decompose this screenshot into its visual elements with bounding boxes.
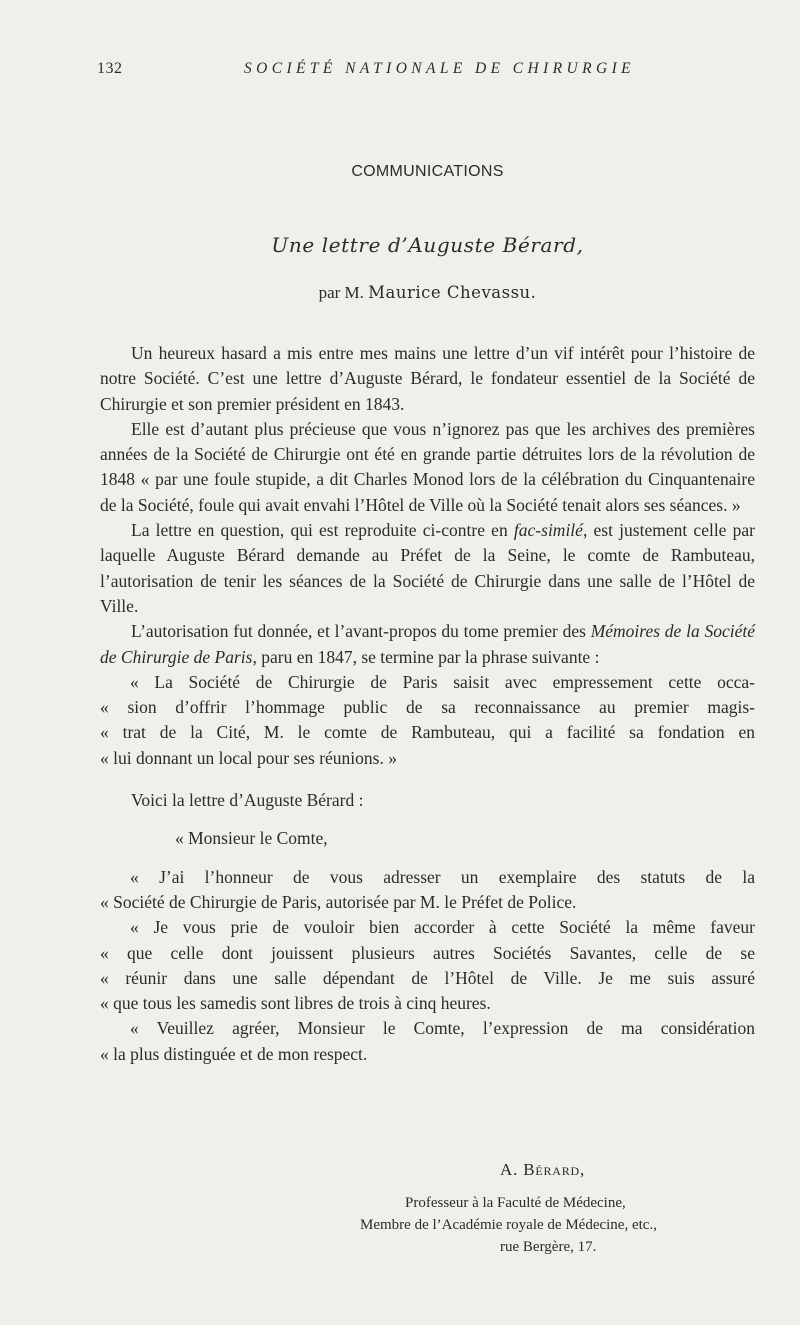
letter-line: « Société de Chirurgie de Paris, autorisée par M. le Préfet de Police.: [100, 891, 577, 912]
article-title: Une lettre d’Auguste Bérard,: [271, 233, 584, 257]
letter-text: [100, 865, 755, 1067]
quote-line: « lui donnant un local pour ses réunions. »: [100, 747, 397, 768]
letter-line: « réunir dans une salle dépendant de l’Hôtel de Ville. Je me suis assuré: [100, 967, 755, 988]
facsimile-term: fac-similé: [513, 520, 583, 541]
page-number: 132: [97, 60, 123, 77]
quote-line: « trat de la Cité, M. le comte de Rambuteau, qui a facilité sa fondation en: [100, 722, 755, 743]
paragraph-facsimile-part1: La lettre en question, qui est reproduite ci-contre en: [131, 520, 514, 541]
paragraph-facsimile-part2: , est justement celle par laquelle Auguste Bérard demande au Préfet de la Seine, le comte de Rambuteau, l’autorisation de tenir les séances de la Société de Chirurgie dans une salle de l’Hôtel de Ville.: [100, 520, 756, 616]
letter-line: « la plus distinguée et de mon respect.: [100, 1043, 368, 1064]
spacer: [100, 771, 755, 788]
memoires-quote: [100, 670, 755, 771]
letter-line: « J’ai l’honneur de vous adresser un exemplaire des statuts de la: [130, 866, 755, 887]
signature-initial: A.: [500, 1160, 519, 1179]
signature-surname: Bérard,: [523, 1160, 586, 1179]
paragraph-letter-intro: Voici la lettre d’Auguste Bérard :: [131, 790, 364, 811]
paragraph-authorization: [100, 619, 755, 670]
spacer: [100, 813, 755, 826]
letter-line: « que celle dont jouissent plusieurs autres Sociétés Savantes, celle de se: [100, 942, 755, 963]
journal-title: SOCIÉTÉ NATIONALE DE CHIRURGIE: [244, 60, 636, 77]
quote-line: « La Société de Chirurgie de Paris saisit avec empressement cette occa-: [130, 671, 755, 692]
signature-title-line: Membre de l’Académie royale de Médecine, etc.,: [360, 1217, 657, 1233]
section-heading: COMMUNICATIONS: [351, 163, 504, 180]
article-body: [100, 341, 755, 1067]
letter-line: « Je vous prie de vouloir bien accorder à cette Société la même faveur: [130, 917, 755, 938]
paragraph-authorization-part2: , paru en 1847, se termine par la phrase suivante :: [252, 646, 600, 667]
letter-salutation: « Monsieur le Comte,: [175, 828, 328, 849]
spacer: [100, 852, 755, 865]
paragraph-archives: Elle est d’autant plus précieuse que vous n’ignorez pas que les archives des premières années de la Société de Chirurgie ont été en grande partie détruites lors de la révolution de 1848 « par une foule stupide, a dit Charles Monod lors de la célébration du Cinquantenaire de la Société, foule qui avait envahi l’Hôtel de Ville où la Société tenait alors ses séances. »: [100, 418, 755, 515]
author-name: Maurice Chevassu.: [368, 283, 537, 302]
quote-line: « sion d’offrir l’hommage public de sa reconnaissance au premier magis-: [100, 697, 755, 718]
memoires-title: Mémoires de la Société de Chirurgie de Paris: [100, 621, 755, 667]
paragraph-intro: Un heureux hasard a mis entre mes mains une lettre d’un vif intérêt pour l’histoire de notre Société. C’est une lettre d’Auguste Bérard, le fondateur essentiel de la Société de Chirurgie et son premier président en 1843.: [100, 343, 755, 414]
signature-name: [500, 1160, 585, 1180]
running-head: [97, 60, 755, 84]
letter-line: « Veuillez agréer, Monsieur le Comte, l’expression de ma considération: [130, 1018, 755, 1039]
signature-title-line: Professeur à la Faculté de Médecine,: [405, 1195, 626, 1211]
byline-prefix: par M.: [318, 283, 364, 302]
signature-address: rue Bergère, 17.: [500, 1239, 597, 1255]
paragraph-authorization-part1: L’autorisation fut donnée, et l’avant-propos du tome premier des: [131, 621, 591, 642]
byline: [100, 283, 755, 303]
letter-line: « que tous les samedis sont libres de trois à cinq heures.: [100, 993, 491, 1014]
paragraph-facsimile: [100, 518, 755, 619]
